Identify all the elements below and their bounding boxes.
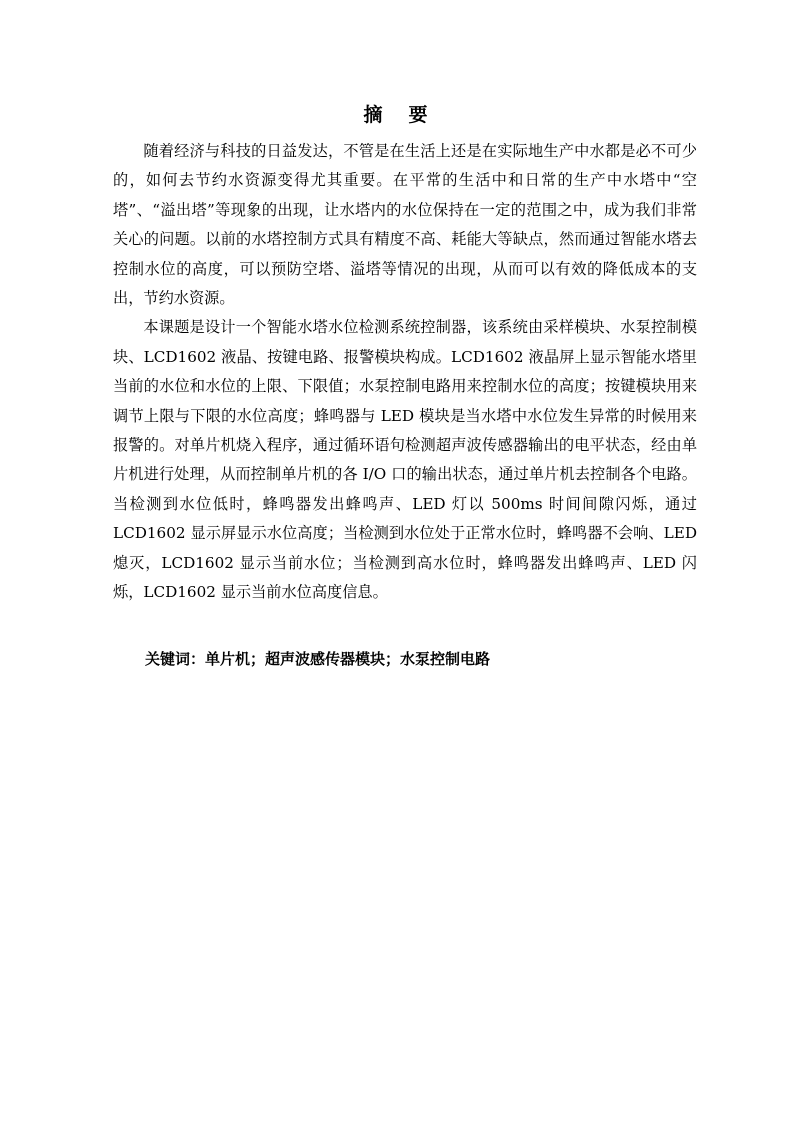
abstract-title-char-1: 摘 xyxy=(363,104,385,126)
keywords-line: 关键词：单片机；超声波感传器模块；水泵控制电路 xyxy=(145,650,491,668)
abstract-title-char-2: 要 xyxy=(408,104,430,126)
abstract-paragraph-2: 本课题是设计一个智能水塔水位检测系统控制器，该系统由采样模块、水泵控制模块、LCD1602 液晶、按键电路、报警模块构成。LCD1602 液晶屏上显示智能水塔里当前的水位和水位的上限、下限值；水泵控制电路用来控制水位的高度；按键模块用来调节上限与下限的水位高度；蜂鸣器与 LED 模块是当水塔中水位发生异常的时候用来报警的。对单片机烧入程序，通过循环语句检测超声波传感器输出的电平状态，经由单片机进行处理，从而控制单片机的各 I/O 口的输出状态，通过单片机去控制各个电路。当检测到水位低时，蜂鸣器发出蜂鸣声、LED 灯以 500ms 时间间隙闪烁，通过 LCD1602 显示屏显示水位高度；当检测到水位处于正常水位时，蜂鸣器不会响、LED 熄灭，LCD1602 显示当前水位；当检测到高水位时，蜂鸣器发出蜂鸣声、LED 闪烁，LCD1602 显示当前水位高度信息。 xyxy=(113,318,697,602)
abstract-body xyxy=(113,137,697,608)
abstract-title xyxy=(0,103,793,127)
abstract-paragraph-1: 随着经济与科技的日益发达，不管是在生活上还是在实际地生产中水都是必不可少的，如何去节约水资源变得尤其重要。在平常的生活中和日常的生产中水塔中“空塔”、“溢出塔”等现象的出现，让水塔内的水位保持在一定的范围之中，成为我们非常关心的问题。以前的水塔控制方式具有精度不高、耗能大等缺点，然而通过智能水塔去控制水位的高度，可以预防空塔、溢塔等情况的出现，从而可以有效的降低成本的支出，节约水资源。 xyxy=(113,142,697,308)
